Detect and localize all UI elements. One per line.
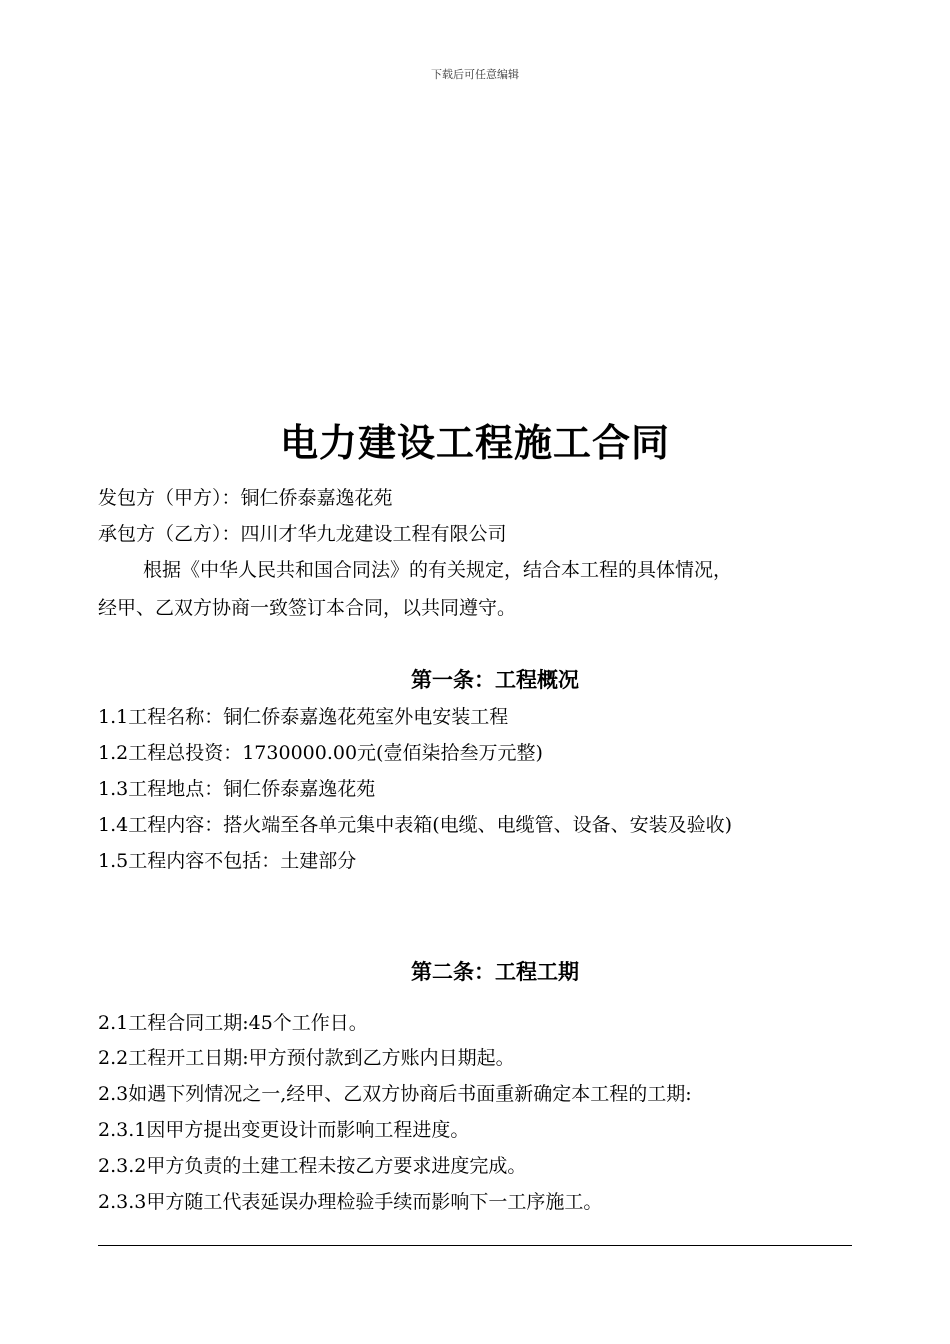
article-2-item: 2.3如遇下列情况之一,经甲、乙双方协商后书面重新确定本工程的工期: — [98, 1083, 692, 1105]
article-2-heading: 第二条：工程工期 — [411, 960, 579, 984]
article-1-item: 1.3工程地点：铜仁侨泰嘉逸花苑 — [98, 778, 376, 800]
article-2-item: 2.3.1因甲方提出变更设计而影响工程进度。 — [98, 1119, 470, 1141]
article-2-item: 2.3.3甲方随工代表延误办理检验手续而影响下一工序施工。 — [98, 1191, 603, 1213]
article-1-heading: 第一条：工程概况 — [411, 668, 579, 692]
footer-divider — [98, 1245, 852, 1246]
party-b-line: 承包方（乙方）：四川才华九龙建设工程有限公司 — [98, 523, 507, 545]
preamble-line-2: 经甲、乙双方协商一致签订本合同，以共同遵守。 — [98, 597, 517, 619]
article-2-item: 2.2工程开工日期:甲方预付款到乙方账内日期起。 — [98, 1047, 515, 1069]
header-note: 下载后可任意编辑 — [431, 68, 519, 81]
article-1-item: 1.2工程总投资：1730000.00元(壹佰柒拾叁万元整) — [98, 742, 543, 764]
article-1-item: 1.4工程内容：搭火端至各单元集中表箱(电缆、电缆管、设备、安装及验收) — [98, 814, 733, 836]
article-2-item: 2.3.2甲方负责的土建工程未按乙方要求进度完成。 — [98, 1155, 527, 1177]
article-2-item: 2.1工程合同工期:45个工作日。 — [98, 1012, 368, 1034]
article-1-item: 1.1工程名称：铜仁侨泰嘉逸花苑室外电安装工程 — [98, 706, 509, 728]
party-a-line: 发包方（甲方）：铜仁侨泰嘉逸花苑 — [98, 487, 393, 509]
document-title: 电力建设工程施工合同 — [279, 421, 670, 465]
preamble-line-1: 根据《中华人民共和国合同法》的有关规定，结合本工程的具体情况， — [143, 559, 733, 581]
article-1-item: 1.5工程内容不包括：土建部分 — [98, 850, 357, 872]
